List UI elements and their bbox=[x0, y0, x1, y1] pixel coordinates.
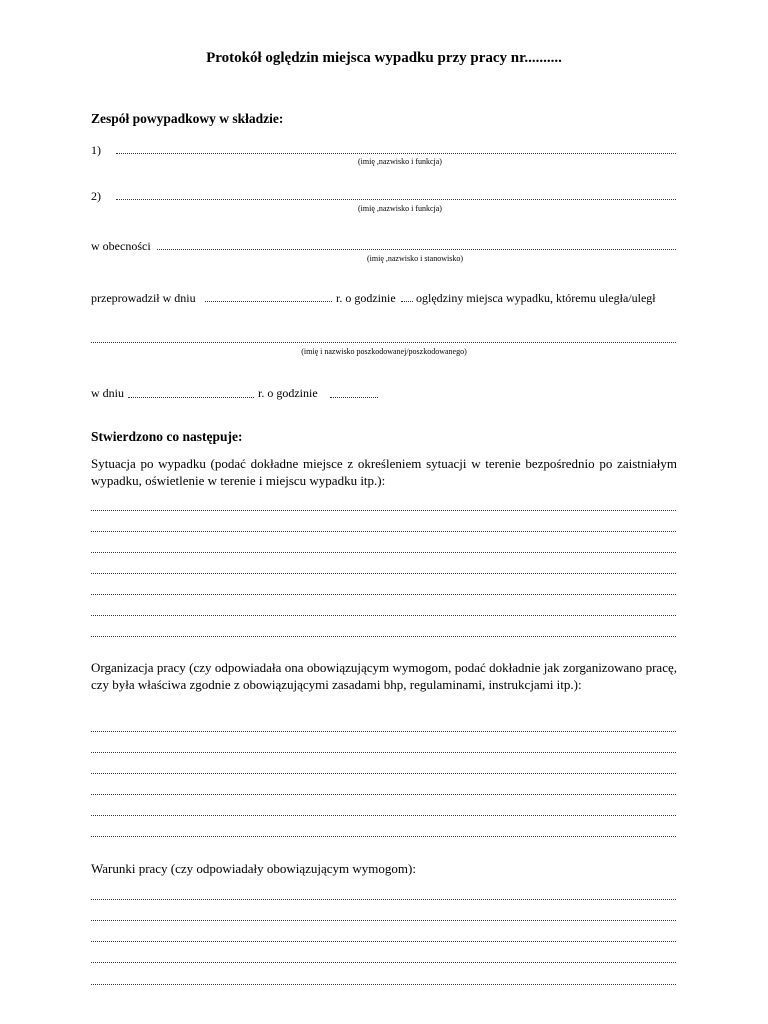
date-label: w dniu bbox=[91, 386, 124, 400]
victim-field[interactable] bbox=[91, 342, 676, 343]
conditions-line[interactable] bbox=[91, 920, 676, 921]
team-heading: Zespół powypadkowy w składzie: bbox=[91, 111, 284, 126]
conditions-line[interactable] bbox=[91, 962, 676, 963]
conditions-line[interactable] bbox=[91, 941, 676, 942]
member-1-caption: (imię ,nazwisko i funkcja) bbox=[358, 157, 442, 166]
situation-line[interactable] bbox=[91, 636, 676, 637]
findings-heading: Stwierdzono co następuje: bbox=[91, 429, 243, 444]
time-field[interactable] bbox=[330, 397, 378, 398]
presence-field[interactable] bbox=[157, 249, 676, 250]
situation-line[interactable] bbox=[91, 552, 676, 553]
conducted-date-field[interactable] bbox=[205, 301, 332, 302]
organization-line[interactable] bbox=[91, 794, 676, 795]
conducted-suffix: oględziny miejsca wypadku, któremu uległa/uległ bbox=[416, 291, 656, 305]
conducted-label: przeprowadził w dniu bbox=[91, 291, 196, 305]
organization-line[interactable] bbox=[91, 836, 676, 837]
time-label: r. o godzinie bbox=[258, 386, 318, 400]
presence-label: w obecności bbox=[91, 239, 151, 253]
document-title: Protokół oględzin miejsca wypadku przy pracy nr.......... bbox=[206, 50, 562, 66]
organization-line[interactable] bbox=[91, 815, 676, 816]
situation-line[interactable] bbox=[91, 510, 676, 511]
situation-line[interactable] bbox=[91, 615, 676, 616]
conditions-line[interactable] bbox=[91, 984, 676, 985]
conducted-time-field[interactable] bbox=[401, 301, 413, 302]
organization-text: Organizacja pracy (czy odpowiadała ona obowiązującym wymogom, podać dokładnie jak zorganizowano pracę, czy była właściwa zgodnie z obowiązującymi zasadami bhp, regulaminami, instrukcjami itp.): bbox=[91, 660, 677, 692]
organization-line[interactable] bbox=[91, 731, 676, 732]
date-field[interactable] bbox=[128, 397, 254, 398]
situation-line[interactable] bbox=[91, 531, 676, 532]
situation-line[interactable] bbox=[91, 594, 676, 595]
conditions-text: Warunki pracy (czy odpowiadały obowiązującym wymogom): bbox=[91, 861, 416, 876]
member-2-number: 2) bbox=[91, 189, 101, 203]
victim-caption: (imię i nazwisko poszkodowanej/poszkodowanego) bbox=[301, 347, 467, 356]
member-1-number: 1) bbox=[91, 143, 101, 157]
member-2-field[interactable] bbox=[116, 199, 676, 200]
presence-caption: (imię ,nazwisko i stanowisko) bbox=[367, 254, 463, 263]
conditions-line[interactable] bbox=[91, 899, 676, 900]
organization-line[interactable] bbox=[91, 752, 676, 753]
organization-line[interactable] bbox=[91, 773, 676, 774]
situation-text: Sytuacja po wypadku (podać dokładne miejsce z określeniem sytuacji w terenie bezpośrednio po zaistniałym wypadku, oświetlenie w terenie i miejscu wypadku itp.): bbox=[91, 456, 677, 488]
member-1-field[interactable] bbox=[116, 153, 676, 154]
conducted-time-label: r. o godzinie bbox=[336, 291, 396, 305]
member-2-caption: (imię ,nazwisko i funkcja) bbox=[358, 204, 442, 213]
situation-line[interactable] bbox=[91, 573, 676, 574]
